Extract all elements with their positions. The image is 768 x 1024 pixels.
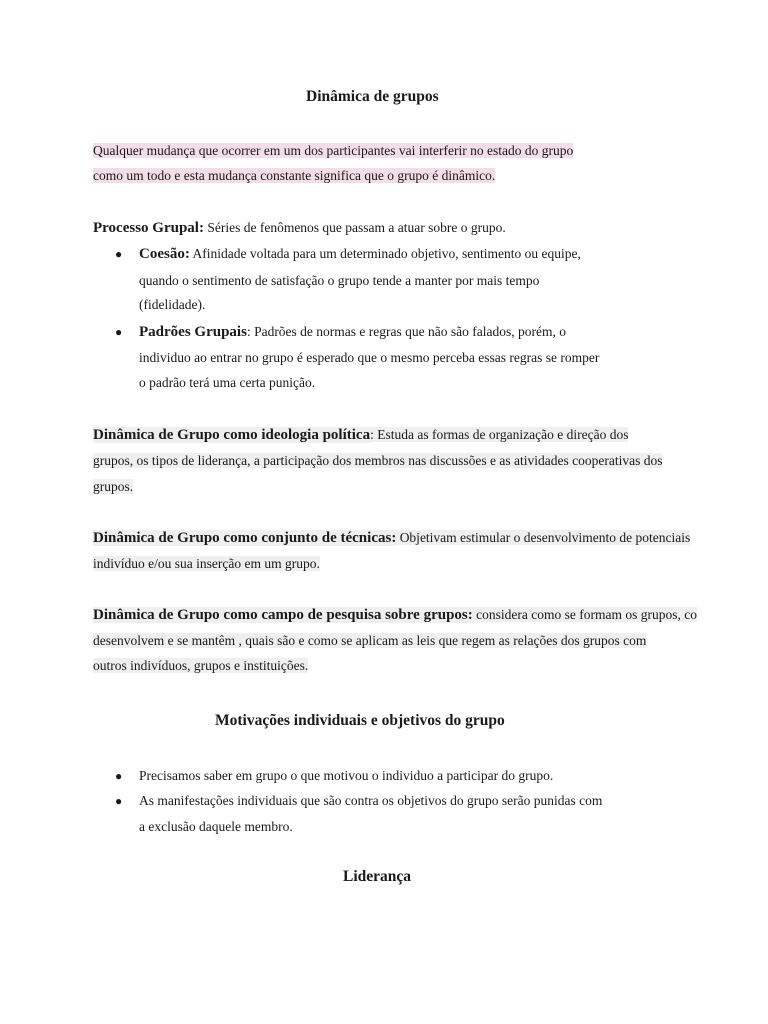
bullet-icon: ● [115,769,123,783]
coesao-text-1: Afinidade voltada para um determinado objetivo, sentimento ou equipe, [189,246,581,261]
motivacoes-item-1: Precisamos saber em grupo o que motivou o individuo a participar do grupo. [139,768,554,783]
intro-text-1: Qualquer mudança que ocorrer em um dos participantes vai interferir no estado do grupo [93,143,574,158]
document-title: Dinâmica de grupos [306,88,439,105]
coesao-line-1 [139,244,581,264]
motivacoes-heading: Motivações individuais e objetivos do grupo [215,712,505,729]
processo-text: Séries de fenômenos que passam a atuar sobre o grupo. [203,220,506,235]
ideologia-text-3: grupos. [93,479,134,494]
padroes-line-1 [139,322,566,342]
padroes-line-2: individuo ao entrar no grupo é esperado que o mesmo perceba essas regras se romper [139,350,600,365]
padroes-label: Padrões Grupais [139,324,247,340]
pesquisa-text-3: outros indivíduos, grupos e instituições. [93,658,309,673]
coesao-line-2: quando o sentimento de satisfação o grupo tende a manter por mais tempo [139,273,540,288]
ideologia-line-2 [93,451,662,471]
tecnicas-text-1: Objetivam estimular o desenvolvimento de potenciais [396,530,691,545]
pesquisa-line-2 [93,631,646,651]
pesquisa-line-3 [93,656,308,676]
pesquisa-text-1: considera como se formam os grupos, co [472,607,697,622]
padroes-text-1: : Padrões de normas e regras que não são falados, porém, o [246,324,566,339]
pesquisa-text-2: desenvolvem e se mantêm , quais são e como se aplicam as leis que regem as relações dos grupos com [93,633,647,648]
ideologia-line-3 [93,477,133,497]
ideologia-text-1: : Estuda as formas de organização e direção dos [370,427,629,442]
bullet-icon: ● [115,247,123,261]
bullet-icon: ● [115,794,123,808]
motivacoes-item-2-line-2: a exclusão daquele membro. [139,819,293,834]
ideologia-label: Dinâmica de Grupo como ideologia política [93,427,371,443]
ideologia-line-1 [93,425,628,445]
pesquisa-line-1 [93,605,697,625]
tecnicas-line-1 [93,528,690,548]
processo-line [93,218,506,238]
processo-label: Processo Grupal: [93,220,204,236]
tecnicas-label: Dinâmica de Grupo como conjunto de técnicas: [93,530,397,546]
pesquisa-label: Dinâmica de Grupo como campo de pesquisa sobre grupos: [93,607,473,623]
tecnicas-line-2 [93,554,320,574]
ideologia-text-2: grupos, os tipos de liderança, a participação dos membros nas discussões e as atividades cooperativas dos [93,453,663,468]
bullet-icon: ● [115,325,123,339]
intro-text-2: como um todo e esta mudança constante significa que o grupo é dinâmico. [93,168,496,183]
padroes-line-3: o padrão terá uma certa punição. [139,375,316,390]
intro-line-2 [93,166,495,186]
coesao-line-3: (fidelidade). [139,297,206,312]
coesao-label: Coesão: [139,246,190,262]
motivacoes-item-2-line-1: As manifestações individuais que são contra os objetivos do grupo serão punidas com [139,793,603,808]
intro-line-1 [93,141,573,161]
lideranca-heading: Liderança [343,868,412,885]
tecnicas-text-2: indivíduo e/ou sua inserção em um grupo. [93,556,320,571]
